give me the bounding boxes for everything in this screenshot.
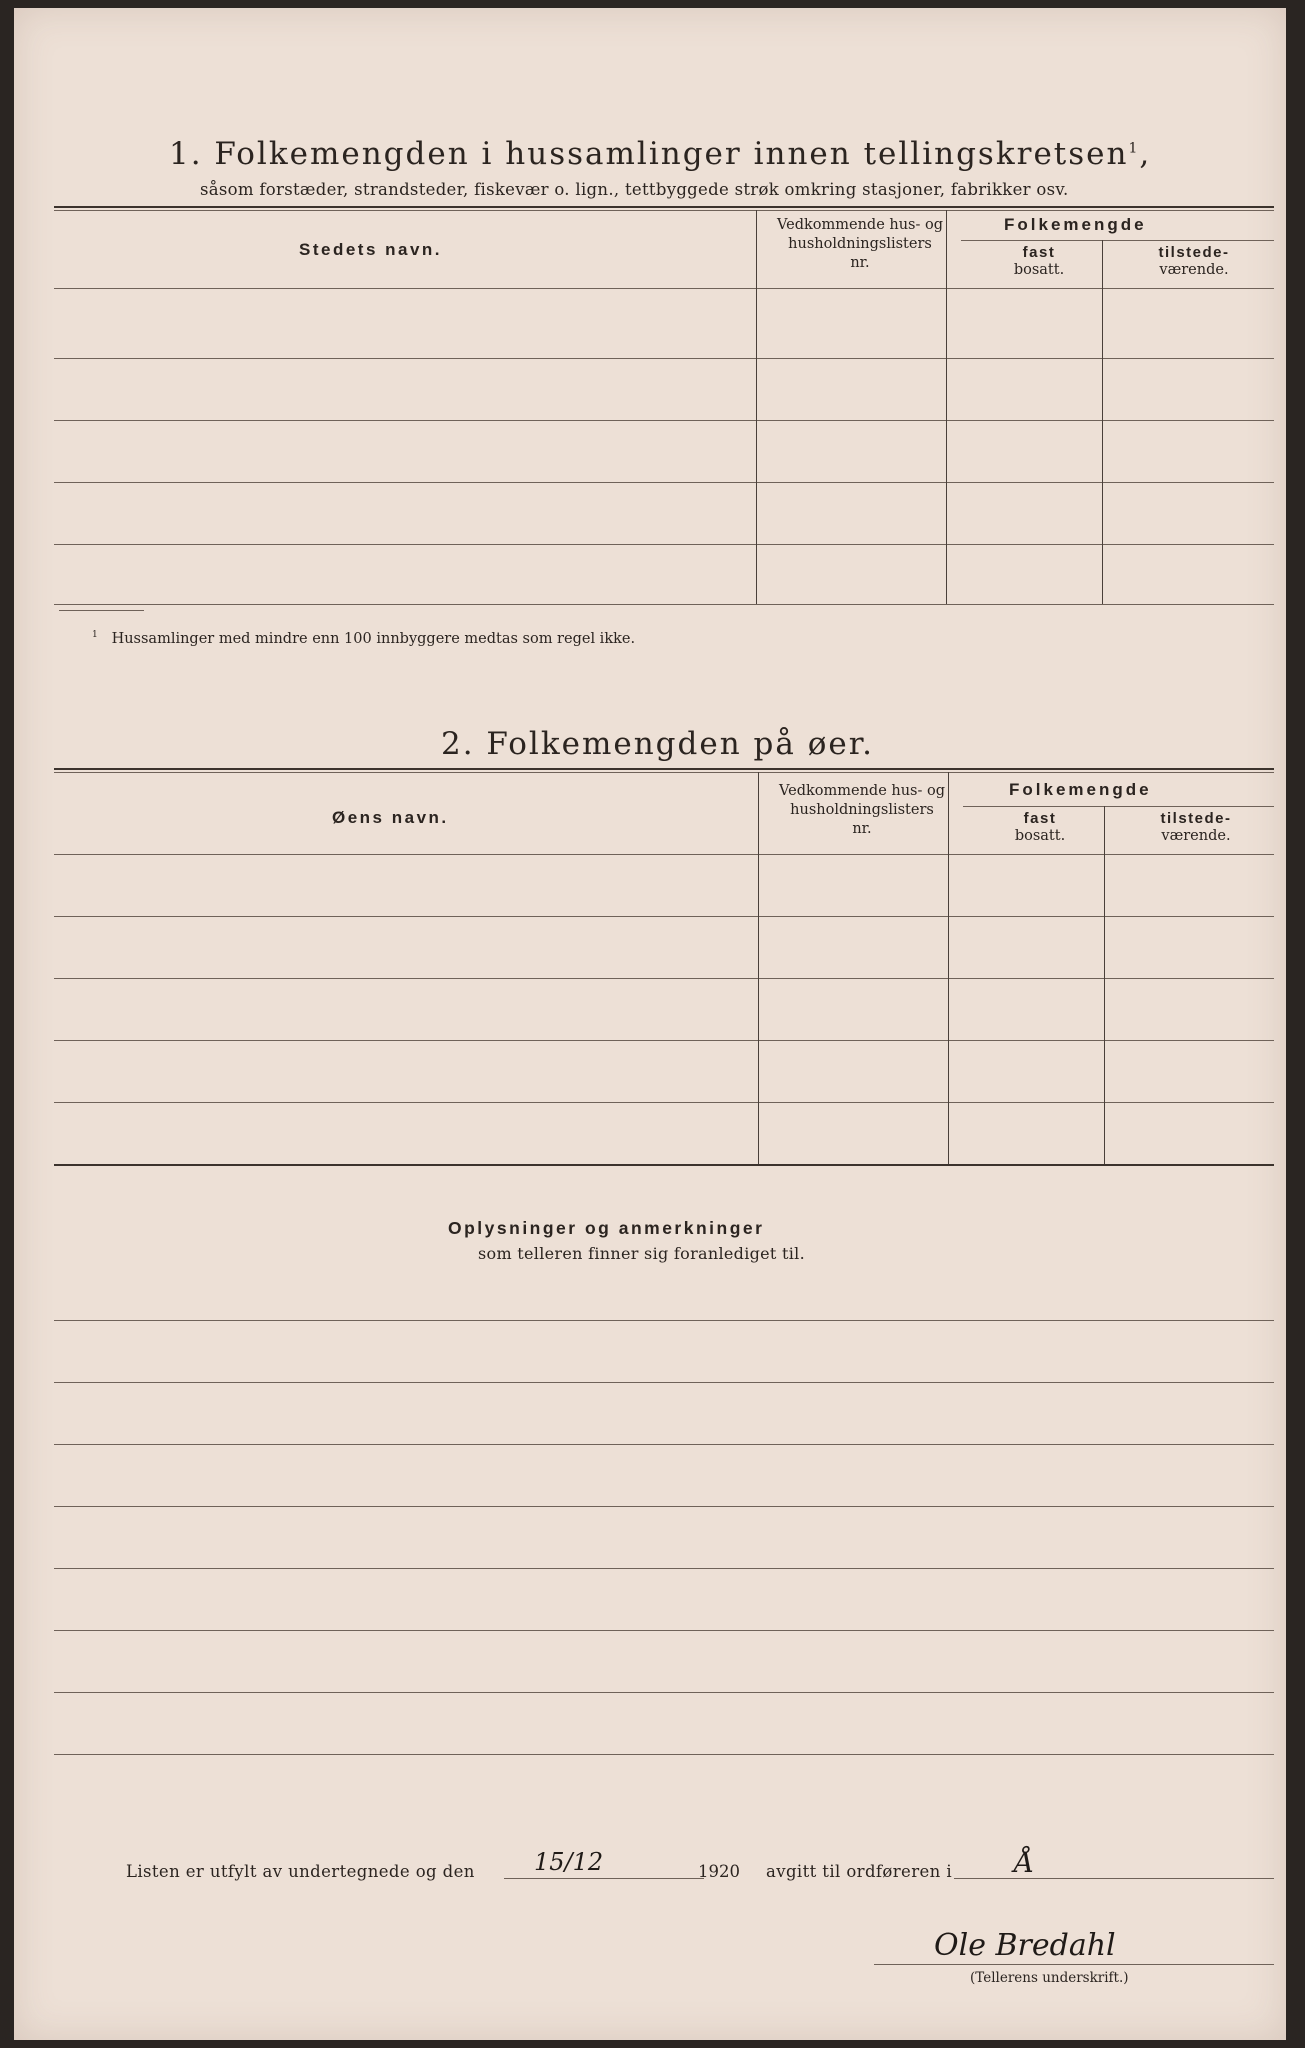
section2-table-top-rule — [54, 768, 1274, 770]
section2-pop-subrule — [963, 806, 1274, 807]
section1-pop-subrule — [961, 240, 1274, 241]
section2-col-lists-line1: Vedkommende hus- og — [778, 783, 946, 799]
section2-col-divider — [758, 772, 759, 1164]
remarks-line — [54, 1320, 1274, 1321]
section1-col-divider — [1102, 240, 1103, 604]
section1-subtitle: såsom forstæder, strandsteder, fiskevær o. lign., tettbyggede strøk omkring stasjoner, fabrikker osv. — [200, 180, 1069, 199]
section2-col-population: Folkemengde — [1009, 780, 1152, 799]
section1-row-rule — [54, 420, 1274, 421]
section2-col-divider — [1104, 806, 1105, 1164]
footnote-text: Hussamlinger med mindre enn 100 innbyggere medtas som regel ikke. — [111, 630, 636, 647]
section1-col-divider — [946, 210, 947, 604]
section2-col-lists-line2: husholdningslisters — [790, 802, 934, 818]
section2-header-bottom-rule — [54, 854, 1274, 855]
section2-col-lists-line3: nr. — [852, 821, 872, 837]
completion-statement-prefix: Listen er utfylt av undertegnede og den — [126, 1862, 475, 1881]
section1-col-household-lists — [770, 216, 950, 273]
section2-row-rule — [54, 916, 1274, 917]
handwritten-municipality: Å — [1014, 1846, 1035, 1879]
section1-footnote — [92, 630, 635, 647]
section1-table-bottom-rule — [54, 604, 1274, 605]
completion-statement-middle: avgitt til ordføreren i — [766, 1862, 953, 1881]
section2-row-rule — [54, 1040, 1274, 1041]
signature-underline — [874, 1964, 1274, 1965]
footnote-mark: 1 — [92, 630, 98, 640]
section2-col-tilstede-sub: værende. — [1161, 828, 1231, 844]
section1-table-top-rule — [54, 206, 1274, 208]
section1-col-tilstede-label: tilstede- — [1158, 244, 1230, 261]
remarks-line — [54, 1568, 1274, 1569]
section1-title-footnote-mark: 1 — [1128, 140, 1140, 157]
section1-row-rule — [54, 358, 1274, 359]
section1-table-top-rule-inner — [54, 210, 1274, 211]
section2-row-rule — [54, 978, 1274, 979]
section2-table-top-rule-inner — [54, 772, 1274, 773]
section1-col-place-name: Stedets navn. — [299, 240, 443, 259]
remarks-line — [54, 1444, 1274, 1445]
census-form-page — [14, 8, 1286, 2040]
teller-signature: Ole Bredahl — [934, 1928, 1116, 1963]
section1-row-rule — [54, 482, 1274, 483]
section1-title: 1. Folkemengden i hussamlinger innen tellingskretsen$^1$, — [169, 136, 1152, 172]
section2-col-household-lists — [772, 782, 952, 839]
section2-col-tilstede — [1136, 810, 1256, 846]
section1-col-lists-line3: nr. — [850, 255, 870, 271]
section2-col-fast-label: fast — [1023, 810, 1057, 827]
footnote-rule — [59, 610, 144, 611]
municipality-underline — [954, 1878, 1274, 1879]
signature-label: (Tellerens underskrift.) — [970, 1970, 1129, 1986]
section1-col-divider — [756, 210, 757, 604]
handwritten-date: 15/12 — [534, 1848, 604, 1876]
section1-row-rule — [54, 544, 1274, 545]
section1-col-lists-line2: husholdningslisters — [788, 236, 932, 252]
completion-year: 1920 — [698, 1862, 740, 1881]
section1-col-population: Folkemengde — [1004, 215, 1147, 234]
section2-title: 2. Folkemengden på øer. — [441, 726, 874, 762]
section2-col-fast-sub: bosatt. — [1014, 828, 1066, 844]
section2-col-divider — [948, 772, 949, 1164]
section1-col-fast-label: fast — [1022, 244, 1056, 261]
remarks-line — [54, 1630, 1274, 1631]
section1-col-tilstede-sub: værende. — [1159, 262, 1229, 278]
section2-col-tilstede-label: tilstede- — [1160, 810, 1232, 827]
section2-col-fast — [990, 810, 1090, 846]
section1-col-fast-sub: bosatt. — [1013, 262, 1065, 278]
remarks-line — [54, 1754, 1274, 1755]
section2-col-island-name: Øens navn. — [332, 808, 449, 827]
section1-col-lists-line1: Vedkommende hus- og — [776, 217, 944, 233]
date-underline — [504, 1878, 704, 1879]
section1-col-fast — [989, 244, 1089, 280]
section2-row-rule — [54, 1102, 1274, 1103]
section1-col-tilstede — [1134, 244, 1254, 280]
section1-title-text: 1. Folkemengden i hussamlinger innen tellingskretsen — [169, 136, 1129, 172]
remarks-title: Oplysninger og anmerkninger — [448, 1218, 765, 1238]
remarks-line — [54, 1382, 1274, 1383]
remarks-line — [54, 1506, 1274, 1507]
remarks-line — [54, 1692, 1274, 1693]
remarks-subtitle: som telleren finner sig foranlediget til. — [478, 1244, 805, 1263]
section2-table-bottom-rule — [54, 1164, 1274, 1166]
section1-header-bottom-rule — [54, 288, 1274, 289]
